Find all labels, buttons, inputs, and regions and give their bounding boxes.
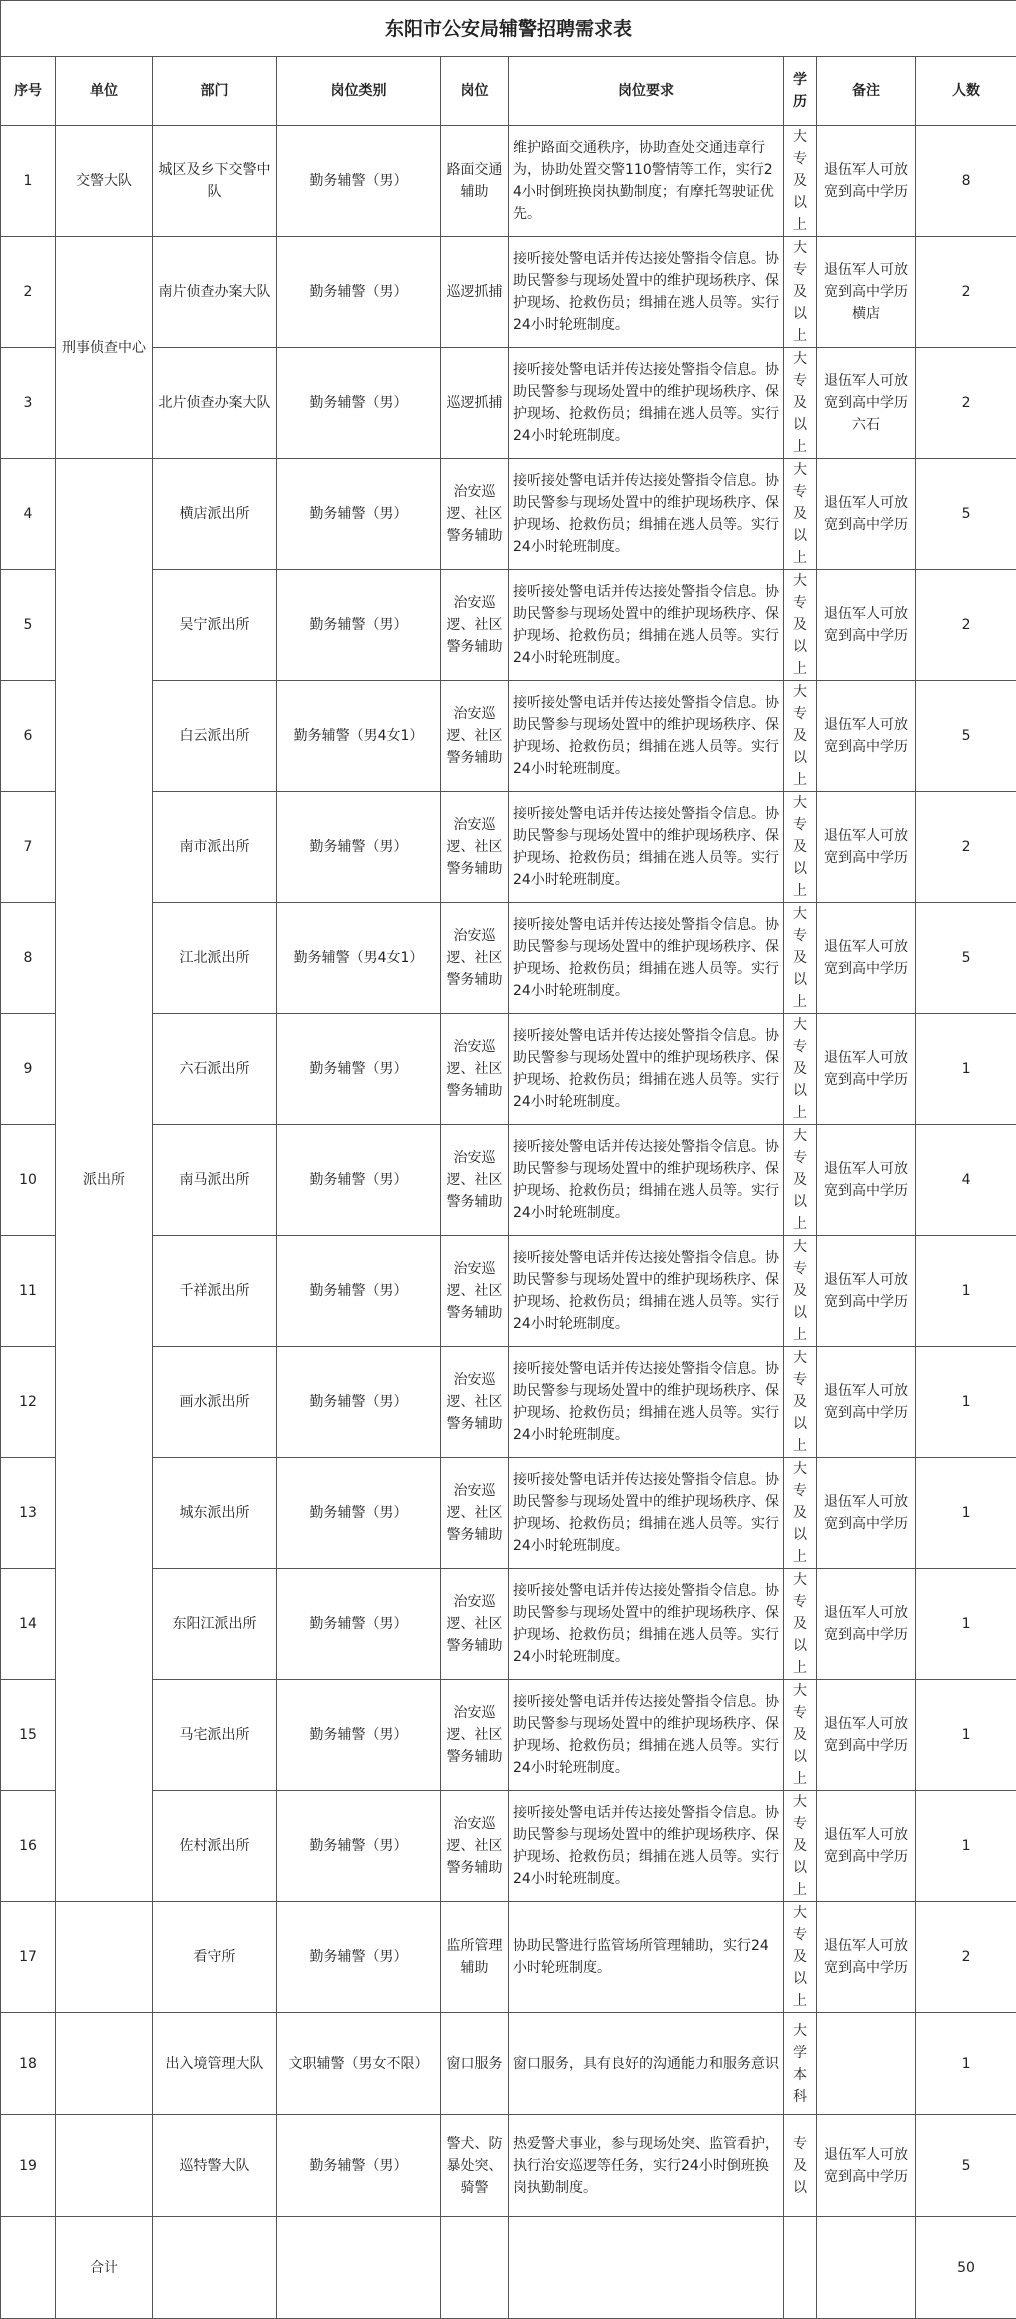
dept-cell: 白云派出所 [153, 681, 277, 792]
dept-cell: 北片侦查办案大队 [153, 348, 277, 459]
post-cell: 治安巡逻、社区警务辅助 [441, 1236, 509, 1347]
post-cell: 窗口服务 [441, 2013, 509, 2115]
header-row [1, 57, 1016, 126]
dept-cell: 马宅派出所 [153, 1680, 277, 1791]
unit-cell [56, 1902, 153, 2013]
header-education: 学历 [784, 57, 817, 126]
dept-cell: 画水派出所 [153, 1347, 277, 1458]
total-empty [1, 2217, 56, 2319]
row-number: 4 [1, 459, 56, 570]
table-row [1, 1236, 1016, 1347]
dept-cell: 东阳江派出所 [153, 1569, 277, 1680]
header-dept: 部门 [153, 57, 277, 126]
dept-cell: 巡特警大队 [153, 2115, 277, 2217]
row-number: 1 [1, 126, 56, 237]
unit-cell: 派出所 [56, 459, 153, 1902]
total-empty [784, 2217, 817, 2319]
header-category: 岗位类别 [277, 57, 441, 126]
row-number: 3 [1, 348, 56, 459]
category-cell: 勤务辅警（男4女1） [277, 903, 441, 1014]
count-cell: 1 [916, 1458, 1016, 1569]
table-row [1, 1680, 1016, 1791]
education-cell: 大专及以上 [784, 1347, 817, 1458]
note-cell: 退伍军人可放宽到高中学历 [817, 903, 916, 1014]
table-row [1, 681, 1016, 792]
education-cell: 大专及以上 [784, 570, 817, 681]
education-cell: 大专及以上 [784, 348, 817, 459]
count-cell: 2 [916, 570, 1016, 681]
education-cell: 大专及以上 [784, 1014, 817, 1125]
requirement-cell: 接听接处警电话并传达接处警指令信息。协助民警参与现场处置中的维护现场秩序、保护现场、抢救伤员；缉捕在逃人员等。实行24小时轮班制度。 [509, 792, 784, 903]
note-cell: 退伍军人可放宽到高中学历 [817, 1680, 916, 1791]
header-unit: 单位 [56, 57, 153, 126]
note-cell: 退伍军人可放宽到高中学历 [817, 1791, 916, 1902]
table-row [1, 459, 1016, 570]
requirement-cell: 接听接处警电话并传达接处警指令信息。协助民警参与现场处置中的维护现场秩序、保护现场、抢救伤员；缉捕在逃人员等。实行24小时轮班制度。 [509, 459, 784, 570]
row-number: 15 [1, 1680, 56, 1791]
category-cell: 勤务辅警（男） [277, 1125, 441, 1236]
requirement-cell: 接听接处警电话并传达接处警指令信息。协助民警参与现场处置中的维护现场秩序、保护现场、抢救伤员；缉捕在逃人员等。实行24小时轮班制度。 [509, 570, 784, 681]
header-post: 岗位 [441, 57, 509, 126]
education-cell: 专及以 [784, 2115, 817, 2217]
table-row [1, 237, 1016, 348]
table-row [1, 2115, 1016, 2217]
category-cell: 勤务辅警（男） [277, 1569, 441, 1680]
category-cell: 勤务辅警（男） [277, 126, 441, 237]
post-cell: 巡逻抓捕 [441, 237, 509, 348]
note-cell [817, 2013, 916, 2115]
category-cell: 勤务辅警（男） [277, 1680, 441, 1791]
note-cell: 退伍军人可放宽到高中学历六石 [817, 348, 916, 459]
category-cell: 勤务辅警（男） [277, 1458, 441, 1569]
category-cell: 勤务辅警（男4女1） [277, 681, 441, 792]
row-number: 19 [1, 2115, 56, 2217]
category-cell: 勤务辅警（男） [277, 459, 441, 570]
page-title: 东阳市公安局辅警招聘需求表 [1, 1, 1016, 57]
row-number: 2 [1, 237, 56, 348]
dept-cell: 城区及乡下交警中队 [153, 126, 277, 237]
education-cell: 大专及以上 [784, 1236, 817, 1347]
note-cell: 退伍军人可放宽到高中学历 [817, 570, 916, 681]
total-row [1, 2217, 1016, 2319]
total-label: 合计 [56, 2217, 153, 2319]
row-number: 14 [1, 1569, 56, 1680]
row-number: 12 [1, 1347, 56, 1458]
post-cell: 治安巡逻、社区警务辅助 [441, 570, 509, 681]
education-cell: 大专及以上 [784, 1902, 817, 2013]
requirement-cell: 接听接处警电话并传达接处警指令信息。协助民警参与现场处置中的维护现场秩序、保护现场、抢救伤员；缉捕在逃人员等。实行24小时轮班制度。 [509, 348, 784, 459]
requirement-cell: 热爱警犬事业，参与现场处突、监管看护，执行治安巡逻等任务，实行24小时倒班换岗执勤制度。 [509, 2115, 784, 2217]
category-cell: 勤务辅警（男） [277, 570, 441, 681]
count-cell: 1 [916, 1014, 1016, 1125]
count-cell: 2 [916, 348, 1016, 459]
requirement-cell: 接听接处警电话并传达接处警指令信息。协助民警参与现场处置中的维护现场秩序、保护现场、抢救伤员；缉捕在逃人员等。实行24小时轮班制度。 [509, 681, 784, 792]
post-cell: 治安巡逻、社区警务辅助 [441, 1569, 509, 1680]
header-requirement: 岗位要求 [509, 57, 784, 126]
row-number: 6 [1, 681, 56, 792]
count-cell: 5 [916, 903, 1016, 1014]
row-number: 17 [1, 1902, 56, 2013]
note-cell: 退伍军人可放宽到高中学历 [817, 1014, 916, 1125]
total-empty [817, 2217, 916, 2319]
dept-cell: 横店派出所 [153, 459, 277, 570]
category-cell: 勤务辅警（男） [277, 1902, 441, 2013]
header-note: 备注 [817, 57, 916, 126]
post-cell: 治安巡逻、社区警务辅助 [441, 681, 509, 792]
note-cell: 退伍军人可放宽到高中学历 [817, 126, 916, 237]
education-cell: 大专及以上 [784, 459, 817, 570]
dept-cell: 吴宁派出所 [153, 570, 277, 681]
dept-cell: 六石派出所 [153, 1014, 277, 1125]
education-cell: 大专及以上 [784, 1125, 817, 1236]
table-row [1, 1347, 1016, 1458]
education-cell: 大专及以上 [784, 681, 817, 792]
category-cell: 勤务辅警（男） [277, 237, 441, 348]
education-cell: 大学本科 [784, 2013, 817, 2115]
post-cell: 治安巡逻、社区警务辅助 [441, 792, 509, 903]
row-number: 16 [1, 1791, 56, 1902]
post-cell: 警犬、防暴处突、骑警 [441, 2115, 509, 2217]
row-number: 8 [1, 903, 56, 1014]
dept-cell: 江北派出所 [153, 903, 277, 1014]
count-cell: 5 [916, 2115, 1016, 2217]
dept-cell: 看守所 [153, 1902, 277, 2013]
note-cell: 退伍军人可放宽到高中学历 [817, 459, 916, 570]
note-cell: 退伍军人可放宽到高中学历 [817, 792, 916, 903]
requirement-cell: 接听接处警电话并传达接处警指令信息。协助民警参与现场处置中的维护现场秩序、保护现场、抢救伤员；缉捕在逃人员等。实行24小时轮班制度。 [509, 1680, 784, 1791]
dept-cell: 南市派出所 [153, 792, 277, 903]
row-number: 7 [1, 792, 56, 903]
requirement-cell: 接听接处警电话并传达接处警指令信息。协助民警参与现场处置中的维护现场秩序、保护现场、抢救伤员；缉捕在逃人员等。实行24小时轮班制度。 [509, 1236, 784, 1347]
header-no: 序号 [1, 57, 56, 126]
table-row [1, 1014, 1016, 1125]
post-cell: 治安巡逻、社区警务辅助 [441, 1680, 509, 1791]
education-cell: 大专及以上 [784, 1458, 817, 1569]
note-cell: 退伍军人可放宽到高中学历 [817, 1347, 916, 1458]
total-empty [441, 2217, 509, 2319]
requirement-cell: 协助民警进行监管场所管理辅助，实行24小时轮班制度。 [509, 1902, 784, 2013]
count-cell: 1 [916, 1569, 1016, 1680]
table-row [1, 1569, 1016, 1680]
education-cell: 大专及以上 [784, 1791, 817, 1902]
row-number: 10 [1, 1125, 56, 1236]
count-cell: 1 [916, 1347, 1016, 1458]
dept-cell: 出入境管理大队 [153, 2013, 277, 2115]
requirement-cell: 接听接处警电话并传达接处警指令信息。协助民警参与现场处置中的维护现场秩序、保护现场、抢救伤员；缉捕在逃人员等。实行24小时轮班制度。 [509, 1791, 784, 1902]
total-empty [509, 2217, 784, 2319]
row-number: 13 [1, 1458, 56, 1569]
total-count: 50 [916, 2217, 1016, 2319]
count-cell: 2 [916, 792, 1016, 903]
dept-cell: 南片侦查办案大队 [153, 237, 277, 348]
requirement-cell: 接听接处警电话并传达接处警指令信息。协助民警参与现场处置中的维护现场秩序、保护现场、抢救伤员；缉捕在逃人员等。实行24小时轮班制度。 [509, 1569, 784, 1680]
count-cell: 5 [916, 459, 1016, 570]
education-cell: 大专及以上 [784, 1680, 817, 1791]
header-count: 人数 [916, 57, 1016, 126]
unit-cell [56, 2013, 153, 2115]
post-cell: 治安巡逻、社区警务辅助 [441, 1014, 509, 1125]
table-row [1, 1791, 1016, 1902]
note-cell: 退伍军人可放宽到高中学历 [817, 1569, 916, 1680]
category-cell: 勤务辅警（男） [277, 348, 441, 459]
note-cell: 退伍军人可放宽到高中学历 [817, 1458, 916, 1569]
education-cell: 大专及以上 [784, 126, 817, 237]
category-cell: 勤务辅警（男） [277, 1347, 441, 1458]
dept-cell: 千祥派出所 [153, 1236, 277, 1347]
category-cell: 勤务辅警（男） [277, 1236, 441, 1347]
table-row [1, 1902, 1016, 2013]
table-row [1, 126, 1016, 237]
row-number: 18 [1, 2013, 56, 2115]
post-cell: 治安巡逻、社区警务辅助 [441, 903, 509, 1014]
education-cell: 大专及以上 [784, 237, 817, 348]
category-cell: 勤务辅警（男） [277, 792, 441, 903]
requirement-cell: 维护路面交通秩序，协助查处交通违章行为，协助处置交警110警情等工作，实行24小时倒班换岗执勤制度；有摩托驾驶证优先。 [509, 126, 784, 237]
table-row [1, 1458, 1016, 1569]
dept-cell: 佐村派出所 [153, 1791, 277, 1902]
education-cell: 大专及以上 [784, 903, 817, 1014]
post-cell: 路面交通辅助 [441, 126, 509, 237]
note-cell: 退伍军人可放宽到高中学历 [817, 681, 916, 792]
table-row [1, 792, 1016, 903]
dept-cell: 南马派出所 [153, 1125, 277, 1236]
category-cell: 文职辅警（男女不限） [277, 2013, 441, 2115]
count-cell: 8 [916, 126, 1016, 237]
post-cell: 治安巡逻、社区警务辅助 [441, 1125, 509, 1236]
row-number: 9 [1, 1014, 56, 1125]
note-cell: 退伍军人可放宽到高中学历横店 [817, 237, 916, 348]
post-cell: 巡逻抓捕 [441, 348, 509, 459]
total-empty [277, 2217, 441, 2319]
unit-cell: 刑事侦查中心 [56, 237, 153, 459]
education-cell: 大专及以上 [784, 1569, 817, 1680]
title-row [1, 1, 1016, 57]
note-cell: 退伍军人可放宽到高中学历 [817, 1236, 916, 1347]
requirement-cell: 窗口服务，具有良好的沟通能力和服务意识 [509, 2013, 784, 2115]
count-cell: 5 [916, 681, 1016, 792]
note-cell: 退伍军人可放宽到高中学历 [817, 1125, 916, 1236]
table-row [1, 570, 1016, 681]
note-cell: 退伍军人可放宽到高中学历 [817, 1902, 916, 2013]
education-cell: 大专及以上 [784, 792, 817, 903]
unit-cell [56, 2115, 153, 2217]
table-row [1, 1125, 1016, 1236]
category-cell: 勤务辅警（男） [277, 1791, 441, 1902]
dept-cell: 城东派出所 [153, 1458, 277, 1569]
count-cell: 1 [916, 1680, 1016, 1791]
post-cell: 监所管理辅助 [441, 1902, 509, 2013]
note-cell: 退伍军人可放宽到高中学历 [817, 2115, 916, 2217]
row-number: 11 [1, 1236, 56, 1347]
count-cell: 2 [916, 1902, 1016, 2013]
count-cell: 1 [916, 1236, 1016, 1347]
unit-cell: 交警大队 [56, 126, 153, 237]
requirement-cell: 接听接处警电话并传达接处警指令信息。协助民警参与现场处置中的维护现场秩序、保护现场、抢救伤员；缉捕在逃人员等。实行24小时轮班制度。 [509, 1125, 784, 1236]
requirement-cell: 接听接处警电话并传达接处警指令信息。协助民警参与现场处置中的维护现场秩序、保护现场、抢救伤员；缉捕在逃人员等。实行24小时轮班制度。 [509, 1014, 784, 1125]
table-row [1, 903, 1016, 1014]
table-row [1, 348, 1016, 459]
post-cell: 治安巡逻、社区警务辅助 [441, 459, 509, 570]
category-cell: 勤务辅警（男） [277, 2115, 441, 2217]
post-cell: 治安巡逻、社区警务辅助 [441, 1347, 509, 1458]
post-cell: 治安巡逻、社区警务辅助 [441, 1458, 509, 1569]
requirement-cell: 接听接处警电话并传达接处警指令信息。协助民警参与现场处置中的维护现场秩序、保护现场、抢救伤员；缉捕在逃人员等。实行24小时轮班制度。 [509, 903, 784, 1014]
count-cell: 4 [916, 1125, 1016, 1236]
category-cell: 勤务辅警（男） [277, 1014, 441, 1125]
post-cell: 治安巡逻、社区警务辅助 [441, 1791, 509, 1902]
requirement-cell: 接听接处警电话并传达接处警指令信息。协助民警参与现场处置中的维护现场秩序、保护现场、抢救伤员；缉捕在逃人员等。实行24小时轮班制度。 [509, 1458, 784, 1569]
count-cell: 2 [916, 237, 1016, 348]
count-cell: 1 [916, 2013, 1016, 2115]
row-number: 5 [1, 570, 56, 681]
count-cell: 1 [916, 1791, 1016, 1902]
requirement-cell: 接听接处警电话并传达接处警指令信息。协助民警参与现场处置中的维护现场秩序、保护现场、抢救伤员；缉捕在逃人员等。实行24小时轮班制度。 [509, 237, 784, 348]
requirement-cell: 接听接处警电话并传达接处警指令信息。协助民警参与现场处置中的维护现场秩序、保护现场、抢救伤员；缉捕在逃人员等。实行24小时轮班制度。 [509, 1347, 784, 1458]
table-row [1, 2013, 1016, 2115]
total-empty [153, 2217, 277, 2319]
